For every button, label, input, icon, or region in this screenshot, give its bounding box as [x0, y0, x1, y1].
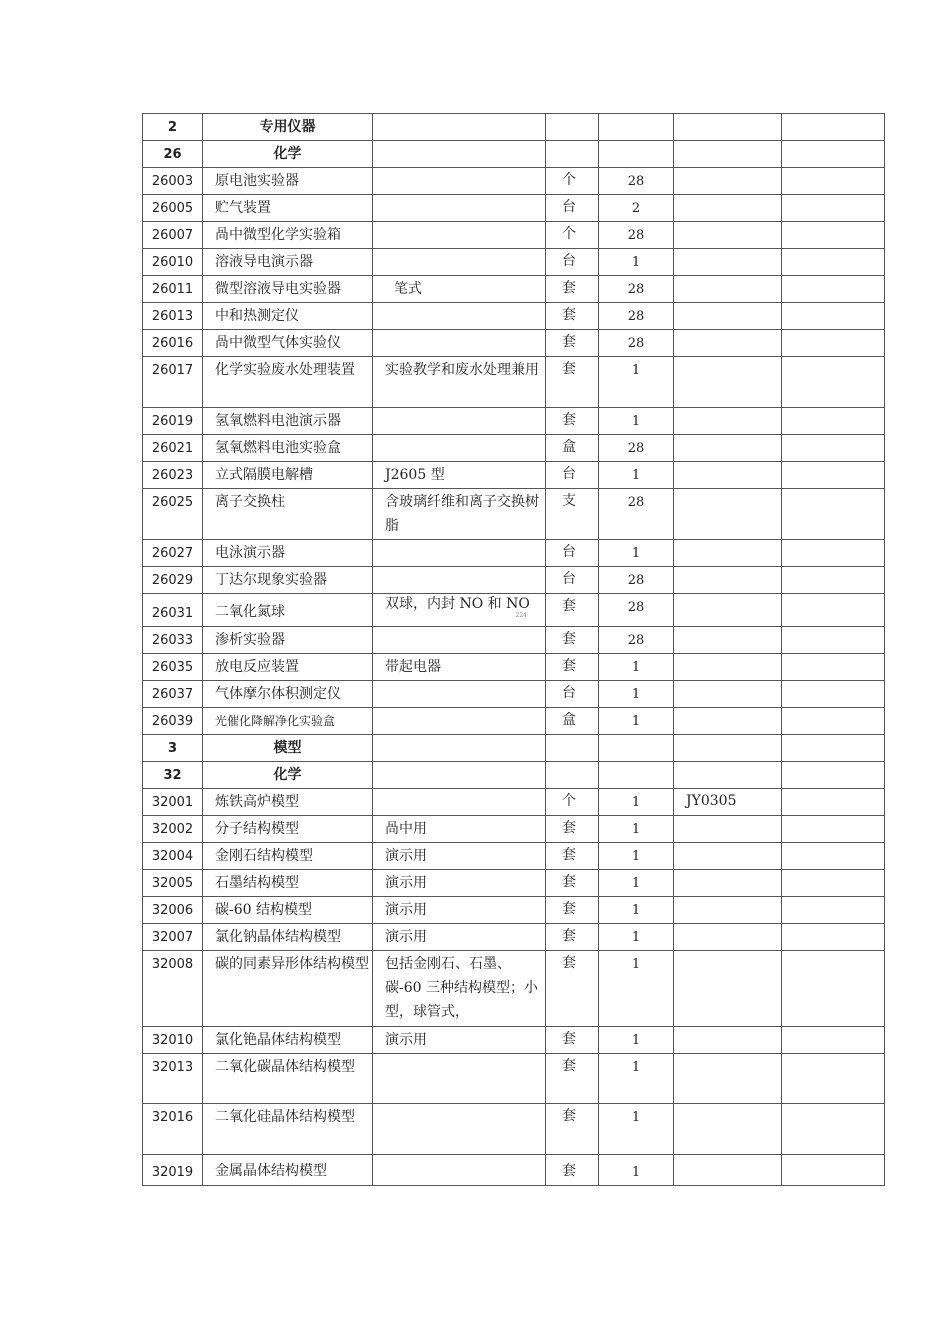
- item-unit: 盒: [546, 435, 599, 462]
- item-unit: 套: [546, 924, 599, 951]
- item-name: 贮气装置: [203, 195, 373, 222]
- item-note: [782, 816, 885, 843]
- item-unit: 套: [546, 1027, 599, 1054]
- table-row: [143, 276, 885, 303]
- item-spec: [373, 540, 546, 567]
- item-note: [782, 276, 885, 303]
- item-ref: [674, 816, 782, 843]
- item-note: [782, 330, 885, 357]
- item-qty: 1: [599, 924, 674, 951]
- item-unit: 台: [546, 567, 599, 594]
- item-unit: [546, 735, 599, 762]
- item-code: 26013: [143, 303, 203, 330]
- item-ref: [674, 141, 782, 168]
- item-spec: 咼中用: [373, 816, 546, 843]
- item-code: 26037: [143, 681, 203, 708]
- item-ref: JY0305: [674, 789, 782, 816]
- item-code: 26005: [143, 195, 203, 222]
- item-name: 金刚石结构模型: [203, 843, 373, 870]
- item-ref: [674, 897, 782, 924]
- item-qty: 1: [599, 708, 674, 735]
- item-qty: 28: [599, 303, 674, 330]
- item-spec: 带起电器: [373, 654, 546, 681]
- item-name: 模型: [203, 735, 373, 762]
- item-unit: 套: [546, 594, 599, 627]
- item-unit: 台: [546, 462, 599, 489]
- item-qty: 28: [599, 567, 674, 594]
- item-ref: [674, 330, 782, 357]
- item-note: [782, 708, 885, 735]
- item-unit: 套: [546, 951, 599, 1027]
- item-spec: 笔式: [373, 276, 546, 303]
- item-qty: 1: [599, 951, 674, 1027]
- spec-subscript: 224: [515, 612, 527, 619]
- item-note: [782, 222, 885, 249]
- item-spec: [373, 249, 546, 276]
- item-note: [782, 735, 885, 762]
- item-note: [782, 567, 885, 594]
- table-row: [143, 924, 885, 951]
- item-name: 光催化降解净化实验盒: [203, 708, 373, 735]
- item-ref: [674, 489, 782, 540]
- item-qty: 1: [599, 789, 674, 816]
- item-spec: 演示用: [373, 1027, 546, 1054]
- item-name: 石墨结构模型: [203, 870, 373, 897]
- item-code: 32005: [143, 870, 203, 897]
- item-ref: [674, 654, 782, 681]
- table-row: [143, 594, 885, 627]
- item-name: 化学实验废水处理装置: [203, 357, 373, 408]
- table-row: [143, 222, 885, 249]
- item-name: 炼铁高炉模型: [203, 789, 373, 816]
- item-ref: [674, 1054, 782, 1104]
- item-note: [782, 489, 885, 540]
- item-name: 立式隔膜电解槽: [203, 462, 373, 489]
- item-ref: [674, 462, 782, 489]
- item-unit: 套: [546, 897, 599, 924]
- item-note: [782, 627, 885, 654]
- table-row: [143, 435, 885, 462]
- table-row: [143, 627, 885, 654]
- item-spec: J2605 型: [373, 462, 546, 489]
- item-name: 碳-60 结构模型: [203, 897, 373, 924]
- table-row: [143, 462, 885, 489]
- item-note: [782, 924, 885, 951]
- item-name: 原电池实验器: [203, 168, 373, 195]
- item-qty: [599, 762, 674, 789]
- item-spec: [373, 1104, 546, 1155]
- item-code: 32016: [143, 1104, 203, 1155]
- item-ref: [674, 276, 782, 303]
- item-note: [782, 408, 885, 435]
- item-ref: [674, 357, 782, 408]
- item-ref: [674, 1104, 782, 1155]
- item-ref: [674, 870, 782, 897]
- item-unit: 套: [546, 276, 599, 303]
- item-code: 26027: [143, 540, 203, 567]
- item-qty: 2: [599, 195, 674, 222]
- item-name: 氢氧燃料电池实验盒: [203, 435, 373, 462]
- item-ref: [674, 924, 782, 951]
- item-spec: [373, 594, 546, 627]
- item-unit: 套: [546, 330, 599, 357]
- item-qty: 1: [599, 1027, 674, 1054]
- item-ref: [674, 1155, 782, 1186]
- item-code: 26011: [143, 276, 203, 303]
- item-qty: 1: [599, 654, 674, 681]
- item-spec: 实验教学和废水处理兼用: [373, 357, 546, 408]
- item-spec: [373, 435, 546, 462]
- item-spec: 含玻璃纤维和离子交换树脂: [373, 489, 546, 540]
- item-unit: [546, 114, 599, 141]
- item-ref: [674, 1027, 782, 1054]
- item-unit: 个: [546, 168, 599, 195]
- item-name: 离子交换柱: [203, 489, 373, 540]
- item-qty: 28: [599, 276, 674, 303]
- item-ref: [674, 708, 782, 735]
- item-code: 32006: [143, 897, 203, 924]
- item-note: [782, 249, 885, 276]
- item-code: 32019: [143, 1155, 203, 1186]
- item-unit: [546, 762, 599, 789]
- item-code: 26019: [143, 408, 203, 435]
- table-row: [143, 357, 885, 408]
- item-name: 渗析实验器: [203, 627, 373, 654]
- item-unit: 套: [546, 1155, 599, 1186]
- item-qty: 1: [599, 462, 674, 489]
- item-code: 26025: [143, 489, 203, 540]
- item-note: [782, 141, 885, 168]
- item-qty: 1: [599, 897, 674, 924]
- item-spec: [373, 789, 546, 816]
- item-name: 氯化钠晶体结构模型: [203, 924, 373, 951]
- item-ref: [674, 681, 782, 708]
- item-code: 32007: [143, 924, 203, 951]
- item-qty: 1: [599, 1104, 674, 1155]
- item-note: [782, 1104, 885, 1155]
- item-spec: [373, 141, 546, 168]
- item-qty: 1: [599, 357, 674, 408]
- item-ref: [674, 594, 782, 627]
- table-row: [143, 951, 885, 1027]
- item-name: 氢氧燃料电池演示器: [203, 408, 373, 435]
- table-row: [143, 1054, 885, 1104]
- item-spec: [373, 681, 546, 708]
- table-row: [143, 735, 885, 762]
- item-unit: 支: [546, 489, 599, 540]
- table-row: [143, 1155, 885, 1186]
- item-note: [782, 168, 885, 195]
- item-unit: [546, 141, 599, 168]
- item-ref: [674, 762, 782, 789]
- item-qty: 1: [599, 1155, 674, 1186]
- item-unit: 套: [546, 1104, 599, 1155]
- item-qty: 1: [599, 540, 674, 567]
- item-note: [782, 462, 885, 489]
- item-ref: [674, 540, 782, 567]
- table-row: [143, 249, 885, 276]
- item-qty: 1: [599, 870, 674, 897]
- table-row: [143, 897, 885, 924]
- item-qty: 28: [599, 330, 674, 357]
- item-unit: 台: [546, 540, 599, 567]
- item-ref: [674, 195, 782, 222]
- item-ref: [674, 114, 782, 141]
- item-unit: 套: [546, 357, 599, 408]
- item-qty: [599, 735, 674, 762]
- item-code: 26016: [143, 330, 203, 357]
- item-unit: 套: [546, 627, 599, 654]
- item-code: 26031: [143, 594, 203, 627]
- item-qty: 28: [599, 435, 674, 462]
- item-spec: 演示用: [373, 924, 546, 951]
- item-name: 碳的同素异形体结构模型: [203, 951, 373, 1027]
- item-note: [782, 843, 885, 870]
- table-row: [143, 816, 885, 843]
- table-row: [143, 681, 885, 708]
- item-name: 专用仪器: [203, 114, 373, 141]
- item-spec: [373, 195, 546, 222]
- item-note: [782, 951, 885, 1027]
- table-row: [143, 789, 885, 816]
- item-code: 32010: [143, 1027, 203, 1054]
- item-unit: 套: [546, 303, 599, 330]
- item-code: 32002: [143, 816, 203, 843]
- item-code: 26021: [143, 435, 203, 462]
- item-code: 32001: [143, 789, 203, 816]
- item-note: [782, 870, 885, 897]
- item-unit: 个: [546, 789, 599, 816]
- item-unit: 台: [546, 195, 599, 222]
- table-row: [143, 567, 885, 594]
- item-unit: 盒: [546, 708, 599, 735]
- table-row: [143, 870, 885, 897]
- item-spec: 演示用: [373, 843, 546, 870]
- item-ref: [674, 567, 782, 594]
- item-qty: 1: [599, 843, 674, 870]
- item-spec: [373, 303, 546, 330]
- item-code: 26029: [143, 567, 203, 594]
- item-ref: [674, 951, 782, 1027]
- table-row: [143, 114, 885, 141]
- item-name: 电泳演示器: [203, 540, 373, 567]
- item-ref: [674, 435, 782, 462]
- item-qty: 1: [599, 816, 674, 843]
- item-spec: 包括金刚石、石墨、碳-60 三种结构模型；小型，球管式，: [373, 951, 546, 1027]
- item-qty: 28: [599, 168, 674, 195]
- item-name: 咼中微型气体实验仪: [203, 330, 373, 357]
- item-qty: 28: [599, 594, 674, 627]
- item-note: [782, 114, 885, 141]
- item-code: 32: [143, 762, 203, 789]
- item-qty: 28: [599, 489, 674, 540]
- item-note: [782, 1054, 885, 1104]
- item-unit: 套: [546, 843, 599, 870]
- item-note: [782, 654, 885, 681]
- item-unit: 套: [546, 654, 599, 681]
- item-spec: 演示用: [373, 897, 546, 924]
- item-ref: [674, 735, 782, 762]
- item-ref: [674, 627, 782, 654]
- item-name: 丁达尔现象实验器: [203, 567, 373, 594]
- item-ref: [674, 222, 782, 249]
- table-row: [143, 168, 885, 195]
- item-spec: [373, 114, 546, 141]
- item-code: 26033: [143, 627, 203, 654]
- item-code: 3: [143, 735, 203, 762]
- table-row: [143, 141, 885, 168]
- item-name: 氯化铯晶体结构模型: [203, 1027, 373, 1054]
- item-code: 26007: [143, 222, 203, 249]
- item-spec: [373, 708, 546, 735]
- item-unit: 套: [546, 816, 599, 843]
- item-spec: [373, 1155, 546, 1186]
- item-name: 分子结构模型: [203, 816, 373, 843]
- item-spec: 演示用: [373, 870, 546, 897]
- table-row: [143, 843, 885, 870]
- item-note: [782, 357, 885, 408]
- item-name: 咼中微型化学实验箱: [203, 222, 373, 249]
- item-spec: [373, 762, 546, 789]
- table-row: [143, 195, 885, 222]
- item-spec: [373, 222, 546, 249]
- table-row: [143, 1104, 885, 1155]
- item-note: [782, 681, 885, 708]
- item-name: 中和热测定仪: [203, 303, 373, 330]
- item-unit: 套: [546, 408, 599, 435]
- item-spec: [373, 330, 546, 357]
- item-spec: [373, 1054, 546, 1104]
- item-code: 26039: [143, 708, 203, 735]
- item-code: 2: [143, 114, 203, 141]
- item-qty: 1: [599, 408, 674, 435]
- table-row: [143, 408, 885, 435]
- item-code: 26017: [143, 357, 203, 408]
- item-note: [782, 762, 885, 789]
- item-ref: [674, 843, 782, 870]
- item-note: [782, 897, 885, 924]
- item-note: [782, 1155, 885, 1186]
- item-qty: 28: [599, 627, 674, 654]
- table-row: [143, 1027, 885, 1054]
- item-code: 32004: [143, 843, 203, 870]
- item-code: 26003: [143, 168, 203, 195]
- item-note: [782, 540, 885, 567]
- item-name: 二氧化氮球: [203, 594, 373, 627]
- item-qty: 1: [599, 249, 674, 276]
- table-row: [143, 330, 885, 357]
- item-spec: [373, 567, 546, 594]
- item-spec: [373, 627, 546, 654]
- item-unit: 台: [546, 249, 599, 276]
- table-row: [143, 489, 885, 540]
- item-qty: 1: [599, 1054, 674, 1104]
- item-name: 二氧化碳晶体结构模型: [203, 1054, 373, 1104]
- item-name: 微型溶液导电实验器: [203, 276, 373, 303]
- item-qty: [599, 141, 674, 168]
- item-code: 26035: [143, 654, 203, 681]
- item-note: [782, 303, 885, 330]
- item-qty: [599, 114, 674, 141]
- table-row: [143, 654, 885, 681]
- item-spec: [373, 408, 546, 435]
- item-note: [782, 195, 885, 222]
- item-ref: [674, 168, 782, 195]
- item-name: 气体摩尔体积测定仪: [203, 681, 373, 708]
- item-code: 26010: [143, 249, 203, 276]
- item-note: [782, 594, 885, 627]
- item-unit: 个: [546, 222, 599, 249]
- item-name: 溶液导电演示器: [203, 249, 373, 276]
- equipment-table: [142, 113, 885, 1186]
- item-spec: [373, 168, 546, 195]
- item-ref: [674, 408, 782, 435]
- item-qty: 1: [599, 681, 674, 708]
- item-spec: [373, 735, 546, 762]
- item-code: 32013: [143, 1054, 203, 1104]
- item-ref: [674, 303, 782, 330]
- spec-text: 双球，内封 NO 和 NO: [385, 596, 530, 612]
- item-note: [782, 1027, 885, 1054]
- item-code: 26: [143, 141, 203, 168]
- item-name: 二氧化硅晶体结构模型: [203, 1104, 373, 1155]
- item-name: 化学: [203, 762, 373, 789]
- table-row: [143, 303, 885, 330]
- item-name: 化学: [203, 141, 373, 168]
- item-code: 32008: [143, 951, 203, 1027]
- item-code: 26023: [143, 462, 203, 489]
- item-unit: 套: [546, 1054, 599, 1104]
- item-note: [782, 789, 885, 816]
- item-unit: 台: [546, 681, 599, 708]
- table-row: [143, 540, 885, 567]
- item-note: [782, 435, 885, 462]
- item-unit: 套: [546, 870, 599, 897]
- table-row: [143, 762, 885, 789]
- item-name: 金属晶体结构模型: [203, 1155, 373, 1186]
- item-qty: 28: [599, 222, 674, 249]
- item-name: 放电反应装置: [203, 654, 373, 681]
- item-ref: [674, 249, 782, 276]
- table-row: [143, 708, 885, 735]
